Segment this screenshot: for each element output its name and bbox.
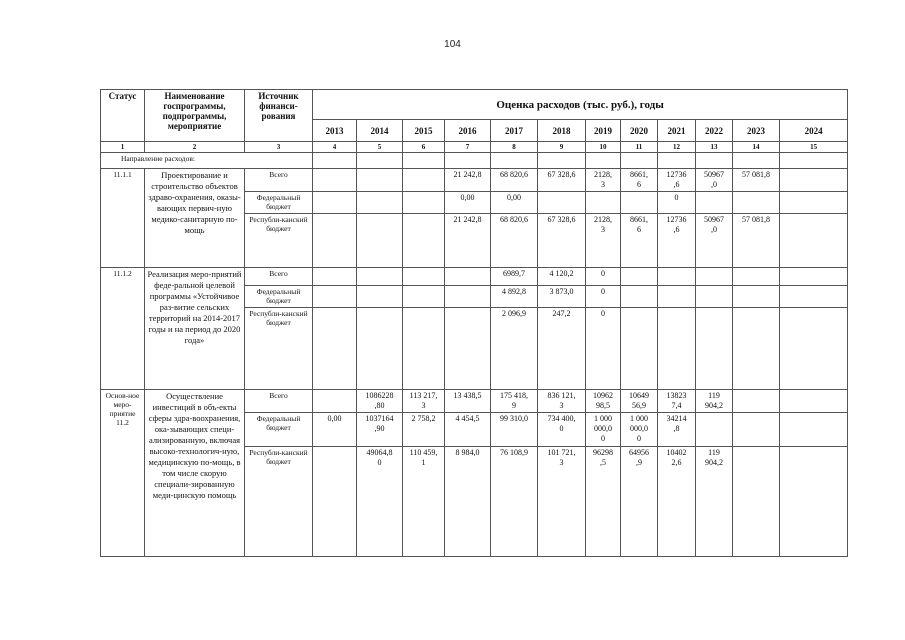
amount-cell: 57 081,8	[733, 214, 780, 268]
table-row	[101, 169, 848, 192]
amount-cell	[780, 413, 848, 447]
amount-cell	[403, 308, 445, 390]
amount-cell	[313, 169, 357, 192]
amount-cell: 1037164 ,90	[357, 413, 403, 447]
column-number: 12	[658, 142, 696, 153]
amount-cell: 0	[586, 308, 621, 390]
amount-cell	[780, 308, 848, 390]
amount-cell	[621, 192, 658, 214]
amount-cell: 0	[658, 192, 696, 214]
amount-cell: 99 310,0	[491, 413, 538, 447]
amount-cell: 67 328,6	[538, 169, 586, 192]
year-header: 2021	[658, 120, 696, 142]
amount-cell	[313, 308, 357, 390]
amount-cell: 68 820,6	[491, 169, 538, 192]
year-header: 2015	[403, 120, 445, 142]
column-number: 11	[621, 142, 658, 153]
amount-cell: 0,00	[491, 192, 538, 214]
year-header: 2023	[733, 120, 780, 142]
page-number: 104	[444, 39, 461, 50]
amount-cell: 0	[586, 268, 621, 286]
amount-cell	[403, 169, 445, 192]
status-cell: 11.1.2	[101, 268, 145, 390]
amount-cell: 50967 ,0	[696, 214, 733, 268]
amount-cell: 96298 ,5	[586, 447, 621, 557]
amount-cell: 110 459, 1	[403, 447, 445, 557]
amount-cell: 8661, 6	[621, 214, 658, 268]
column-number: 9	[538, 142, 586, 153]
amount-cell	[733, 286, 780, 308]
amount-cell: 734 400, 0	[538, 413, 586, 447]
amount-cell: 0,00	[313, 413, 357, 447]
amount-cell: 0	[586, 286, 621, 308]
amount-cell: 3 873,0	[538, 286, 586, 308]
amount-cell	[780, 268, 848, 286]
amount-cell	[733, 192, 780, 214]
column-number: 5	[357, 142, 403, 153]
amount-cell: 4 892,8	[491, 286, 538, 308]
amount-cell: 175 418, 9	[491, 390, 538, 413]
expenditure-table	[100, 89, 848, 557]
amount-cell	[621, 308, 658, 390]
table-row	[101, 390, 848, 413]
amount-cell	[780, 169, 848, 192]
amount-cell	[403, 268, 445, 286]
amount-cell	[445, 308, 491, 390]
column-number: 2	[145, 142, 245, 153]
amount-cell: 10402 2,6	[658, 447, 696, 557]
amount-cell: 12736 ,6	[658, 214, 696, 268]
measure-name-cell: Реализация меро-приятий феде-ральной целевой программы «Устойчивое раз-витие сельских территорий на 2014-2017 годы и на период до 2020 года»	[145, 268, 245, 390]
measure-name-cell: Проектирование и строительство объектов здраво-охранения, оказы-вающих первич-ную медико-санитарную по-мощь	[145, 169, 245, 268]
header-source: Источник финанси-рования	[245, 90, 313, 142]
amount-cell: 2128, 3	[586, 169, 621, 192]
amount-cell: 6989,7	[491, 268, 538, 286]
amount-cell: 113 217, 3	[403, 390, 445, 413]
year-header: 2024	[780, 120, 848, 142]
amount-cell: 2 758,2	[403, 413, 445, 447]
amount-cell: 67 328,6	[538, 214, 586, 268]
column-number: 3	[245, 142, 313, 153]
funding-source-cell: Федеральный бюджет	[245, 192, 313, 214]
column-number: 10	[586, 142, 621, 153]
amount-cell	[733, 308, 780, 390]
measure-name-cell: Осуществление инвестиций в объ-екты сферы здра-воохранения, ока-зывающих специ-ализированную, включая высоко-технологич-ную, медицинскую по-мощь, в том числе скорую специали-зированную меди-цинскую помощь	[145, 390, 245, 557]
amount-cell: 12736 ,6	[658, 169, 696, 192]
amount-cell: 21 242,8	[445, 169, 491, 192]
funding-source-cell: Федеральный бюджет	[245, 286, 313, 308]
amount-cell: 4 454,5	[445, 413, 491, 447]
amount-cell	[780, 214, 848, 268]
amount-cell	[658, 308, 696, 390]
year-header: 2013	[313, 120, 357, 142]
status-cell: Основ-ное меро-приятие 11.2	[101, 390, 145, 557]
amount-cell: 49064,8 0	[357, 447, 403, 557]
amount-cell: 10962 98,5	[586, 390, 621, 413]
amount-cell: 8661, 6	[621, 169, 658, 192]
amount-cell: 50967 ,0	[696, 169, 733, 192]
amount-cell	[586, 192, 621, 214]
amount-cell	[696, 268, 733, 286]
amount-cell: 1086228 ,80	[357, 390, 403, 413]
amount-cell: 8 984,0	[445, 447, 491, 557]
column-number: 7	[445, 142, 491, 153]
amount-cell: 0,00	[445, 192, 491, 214]
amount-cell: 836 121, 3	[538, 390, 586, 413]
year-header: 2017	[491, 120, 538, 142]
amount-cell	[780, 286, 848, 308]
funding-source-cell: Федеральный бюджет	[245, 413, 313, 447]
amount-cell: 4 120,2	[538, 268, 586, 286]
column-number: 13	[696, 142, 733, 153]
amount-cell	[696, 413, 733, 447]
amount-cell	[733, 447, 780, 557]
year-header: 2019	[586, 120, 621, 142]
status-cell: 11.1.1	[101, 169, 145, 268]
amount-cell: 247,2	[538, 308, 586, 390]
amount-cell	[357, 308, 403, 390]
year-header: 2018	[538, 120, 586, 142]
amount-cell	[357, 169, 403, 192]
amount-cell	[733, 413, 780, 447]
header-name: Наименование госпрограммы, подпрограммы, мероприятие	[145, 90, 245, 142]
amount-cell	[621, 268, 658, 286]
amount-cell	[403, 214, 445, 268]
column-number: 14	[733, 142, 780, 153]
amount-cell	[313, 192, 357, 214]
amount-cell: 1 000 000,0 0	[621, 413, 658, 447]
funding-source-cell: Всего	[245, 169, 313, 192]
amount-cell	[403, 192, 445, 214]
amount-cell: 101 721, 3	[538, 447, 586, 557]
table-row	[101, 268, 848, 286]
header-status: Статус	[101, 90, 145, 142]
amount-cell	[780, 390, 848, 413]
funding-source-cell: Республи-канский бюджет	[245, 214, 313, 268]
amount-cell: 34214 ,8	[658, 413, 696, 447]
amount-cell	[658, 268, 696, 286]
column-number: 4	[313, 142, 357, 153]
amount-cell	[780, 192, 848, 214]
amount-cell	[733, 268, 780, 286]
column-number: 15	[780, 142, 848, 153]
amount-cell	[658, 286, 696, 308]
amount-cell: 76 108,9	[491, 447, 538, 557]
amount-cell: 10649 56,9	[621, 390, 658, 413]
year-header: 2020	[621, 120, 658, 142]
amount-cell	[403, 286, 445, 308]
funding-source-cell: Всего	[245, 268, 313, 286]
amount-cell	[313, 390, 357, 413]
funding-source-cell: Республи-канский бюджет	[245, 447, 313, 557]
amount-cell	[313, 268, 357, 286]
amount-cell	[357, 192, 403, 214]
direction-label: Направление расходов:	[101, 153, 313, 169]
year-header: 2022	[696, 120, 733, 142]
column-number: 6	[403, 142, 445, 153]
amount-cell	[445, 286, 491, 308]
year-header: 2014	[357, 120, 403, 142]
amount-cell: 2 096,9	[491, 308, 538, 390]
amount-cell	[357, 286, 403, 308]
amount-cell	[538, 192, 586, 214]
amount-cell	[696, 192, 733, 214]
amount-cell: 119 904,2	[696, 390, 733, 413]
funding-source-cell: Всего	[245, 390, 313, 413]
amount-cell: 68 820,6	[491, 214, 538, 268]
amount-cell	[357, 214, 403, 268]
amount-cell	[696, 286, 733, 308]
amount-cell: 13 438,5	[445, 390, 491, 413]
amount-cell: 119 904,2	[696, 447, 733, 557]
amount-cell	[357, 268, 403, 286]
column-number: 8	[491, 142, 538, 153]
amount-cell	[313, 447, 357, 557]
amount-cell: 13823 7,4	[658, 390, 696, 413]
amount-cell	[621, 286, 658, 308]
amount-cell	[313, 214, 357, 268]
amount-cell: 64956 ,9	[621, 447, 658, 557]
amount-cell	[313, 286, 357, 308]
year-header: 2016	[445, 120, 491, 142]
amount-cell: 2128, 3	[586, 214, 621, 268]
amount-cell	[696, 308, 733, 390]
amount-cell	[780, 447, 848, 557]
amount-cell: 57 081,8	[733, 169, 780, 192]
amount-cell: 1 000 000,0 0	[586, 413, 621, 447]
header-estimate: Оценка расходов (тыс. руб.), годы	[313, 90, 848, 120]
column-number: 1	[101, 142, 145, 153]
funding-source-cell: Республи-канский бюджет	[245, 308, 313, 390]
amount-cell	[445, 268, 491, 286]
amount-cell	[733, 390, 780, 413]
amount-cell: 21 242,8	[445, 214, 491, 268]
